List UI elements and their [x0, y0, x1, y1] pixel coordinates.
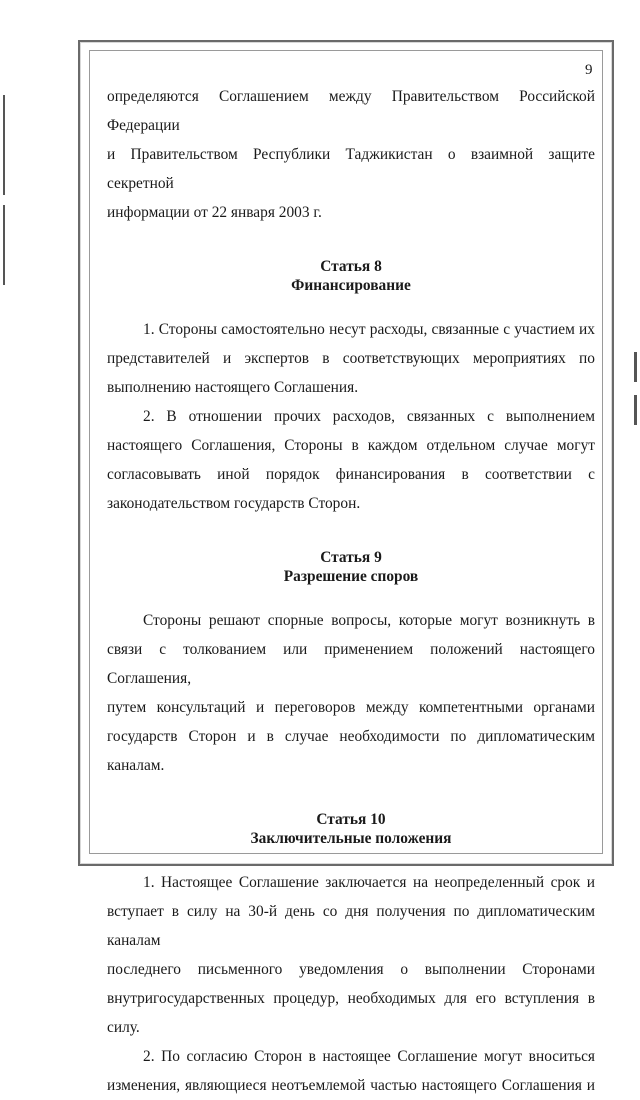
scan-mark-left — [3, 95, 5, 195]
intro-paragraph — [107, 82, 595, 227]
scan-mark-right-2 — [634, 395, 637, 425]
article-10-title: Статья 10 — [316, 811, 386, 828]
article-8-subtitle: Финансирование — [291, 277, 411, 294]
text-line: информации от 22 января 2003 г. — [107, 204, 322, 221]
document-body — [107, 82, 595, 1100]
article-10-subtitle: Заключительные положения — [250, 830, 452, 847]
text-line: изменения, являющиеся неотъемлемой частью настоящего Соглашения и — [107, 1077, 595, 1094]
text-line: выполнению настоящего Соглашения. — [107, 379, 359, 396]
article-10-paragraph-2 — [107, 1042, 595, 1100]
page-number: 9 — [585, 62, 593, 78]
text-line: законодательством государств Сторон. — [107, 495, 361, 512]
text-line: внутригосударственных процедур, необходимых для его вступления в силу. — [107, 990, 595, 1036]
article-9-title: Статья 9 — [320, 549, 382, 566]
text-line: согласовывать иной порядок финансирования в соответствии с — [107, 466, 595, 483]
spacer — [107, 295, 595, 315]
text-line: путем консультаций и переговоров между компетентными органами — [107, 699, 595, 716]
scan-mark-right — [634, 352, 637, 382]
text-line: связи с толкованием или применением положений настоящего Соглашения, — [107, 641, 595, 687]
text-line: настоящего Соглашения, Стороны в каждом отдельном случае могут — [107, 437, 595, 454]
article-8-paragraph-1 — [107, 315, 595, 402]
text-line: Стороны решают спорные вопросы, которые могут возникнуть в — [143, 612, 595, 629]
text-line: государств Сторон и в случае необходимости по дипломатическим каналам. — [107, 728, 595, 774]
text-line: 2. В отношении прочих расходов, связанных с выполнением — [143, 408, 595, 425]
article-10-paragraph-1 — [107, 868, 595, 1042]
text-line: представителей и экспертов в соответствующих мероприятиях по — [107, 350, 595, 367]
article-9-paragraph-1 — [107, 606, 595, 780]
text-line: 1. Настоящее Соглашение заключается на неопределенный срок и — [143, 874, 595, 891]
spacer — [107, 780, 595, 810]
text-line: 1. Стороны самостоятельно несут расходы, связанные с участием их — [143, 321, 595, 338]
spacer — [107, 848, 595, 868]
spacer — [107, 586, 595, 606]
text-line: 2. По согласию Сторон в настоящее Соглашение могут вноситься — [143, 1048, 595, 1065]
text-line: определяются Соглашением между Правительством Российской Федерации — [107, 88, 595, 134]
article-8-paragraph-2 — [107, 402, 595, 518]
spacer — [107, 518, 595, 548]
text-line: вступает в силу на 30-й день со дня получения по дипломатическим каналам — [107, 903, 595, 949]
article-8-title: Статья 8 — [320, 258, 382, 275]
text-line: последнего письменного уведомления о выполнении Сторонами — [107, 961, 595, 978]
text-line: и Правительством Республики Таджикистан о взаимной защите секретной — [107, 146, 595, 192]
spacer — [107, 227, 595, 257]
article-9-subtitle: Разрешение споров — [283, 568, 419, 585]
scan-mark-left-2 — [3, 205, 5, 285]
